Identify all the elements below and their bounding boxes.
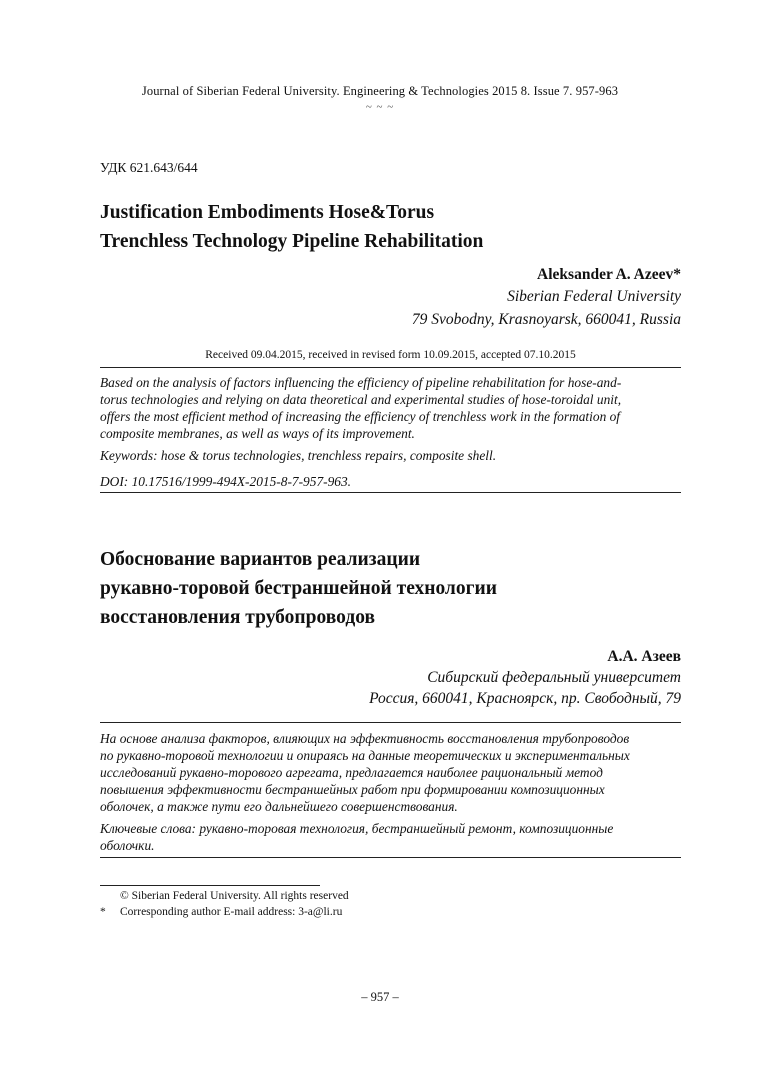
title-line: Обоснование вариантов реализации — [100, 549, 421, 570]
keywords-line: Ключевые слова: рукавно-торовая технология, бестраншейный ремонт, композиционные — [100, 821, 614, 836]
copyright-text: © Siberian Federal University. All rights reserved — [120, 890, 349, 902]
divider — [100, 722, 681, 723]
header-separator: ~ ~ ~ — [365, 101, 395, 113]
title-line: рукавно-торовой бестраншейной технологии — [100, 578, 497, 599]
abstract-line: На основе анализа факторов, влияющих на эффективность восстановления трубопроводов — [100, 731, 630, 746]
udk-code: УДК 621.643/644 — [100, 160, 198, 175]
abstract-line: по рукавно-торовой технологии и опираясь на данные теоретических и экспериментальных — [100, 748, 630, 763]
title-line: восстановления трубопроводов — [100, 607, 376, 628]
affiliation-english-line2: 79 Svobodny, Krasnoyarsk, 660041, Russia — [411, 311, 681, 328]
abstract-line: torus technologies and relying on data theoretical and experimental studies of hose-toroidal unit, — [100, 392, 622, 407]
abstract-line: оболочек, а также пути его дальнейшего совершенствования. — [100, 799, 458, 814]
divider — [100, 857, 681, 858]
title-line: Trenchless Technology Pipeline Rehabilitation — [100, 231, 484, 252]
author-name-russian: А.А. Азеев — [607, 648, 681, 665]
keywords-russian — [100, 820, 681, 854]
abstract-line: offers the most efficient method of increasing the efficiency of trenchless work in the formation of — [100, 409, 621, 424]
footnote-mark: * — [100, 906, 106, 918]
keywords-line: оболочки. — [100, 838, 155, 853]
journal-header: Journal of Siberian Federal University. Engineering & Technologies 2015 8. Issue 7. 957-963 — [141, 84, 619, 98]
page-number: – 957 – — [361, 990, 399, 1004]
abstract-russian — [100, 730, 681, 815]
abstract-line: повышения эффективности бестраншейных работ при формировании композиционных — [100, 782, 605, 797]
article-title-english — [100, 198, 680, 256]
abstract-line: Based on the analysis of factors influencing the efficiency of pipeline rehabilitation for hose-and- — [100, 375, 622, 390]
divider — [100, 492, 681, 493]
article-title-russian — [100, 545, 680, 632]
divider — [100, 367, 681, 368]
corresponding-author-text: Corresponding author E-mail address: 3-a@li.ru — [120, 906, 343, 918]
author-name-english: Aleksander A. Azeev* — [537, 266, 681, 283]
doi: DOI: 10.17516/1999-494X-2015-8-7-957-963. — [100, 474, 352, 489]
title-line: Justification Embodiments Hose&Torus — [100, 202, 435, 223]
footnote-corresponding-author — [100, 905, 342, 919]
footnote-copyright — [100, 889, 349, 903]
affiliation-russian-line1: Сибирский федеральный университет — [427, 669, 681, 686]
affiliation-russian-line2: Россия, 660041, Красноярск, пр. Свободный, 79 — [369, 690, 681, 707]
abstract-line: composite membranes, as well as ways of its improvement. — [100, 426, 415, 441]
keywords-english: Keywords: hose & torus technologies, trenchless repairs, composite shell. — [100, 448, 497, 463]
abstract-line: исследований рукавно-торового агрегата, предлагается наиболее рациональный метод — [100, 765, 603, 780]
affiliation-english-line1: Siberian Federal University — [507, 288, 681, 305]
footnote-divider — [100, 885, 320, 886]
abstract-english — [100, 374, 681, 442]
received-dates: Received 09.04.2015, received in revised form 10.09.2015, accepted 07.10.2015 — [205, 349, 576, 361]
